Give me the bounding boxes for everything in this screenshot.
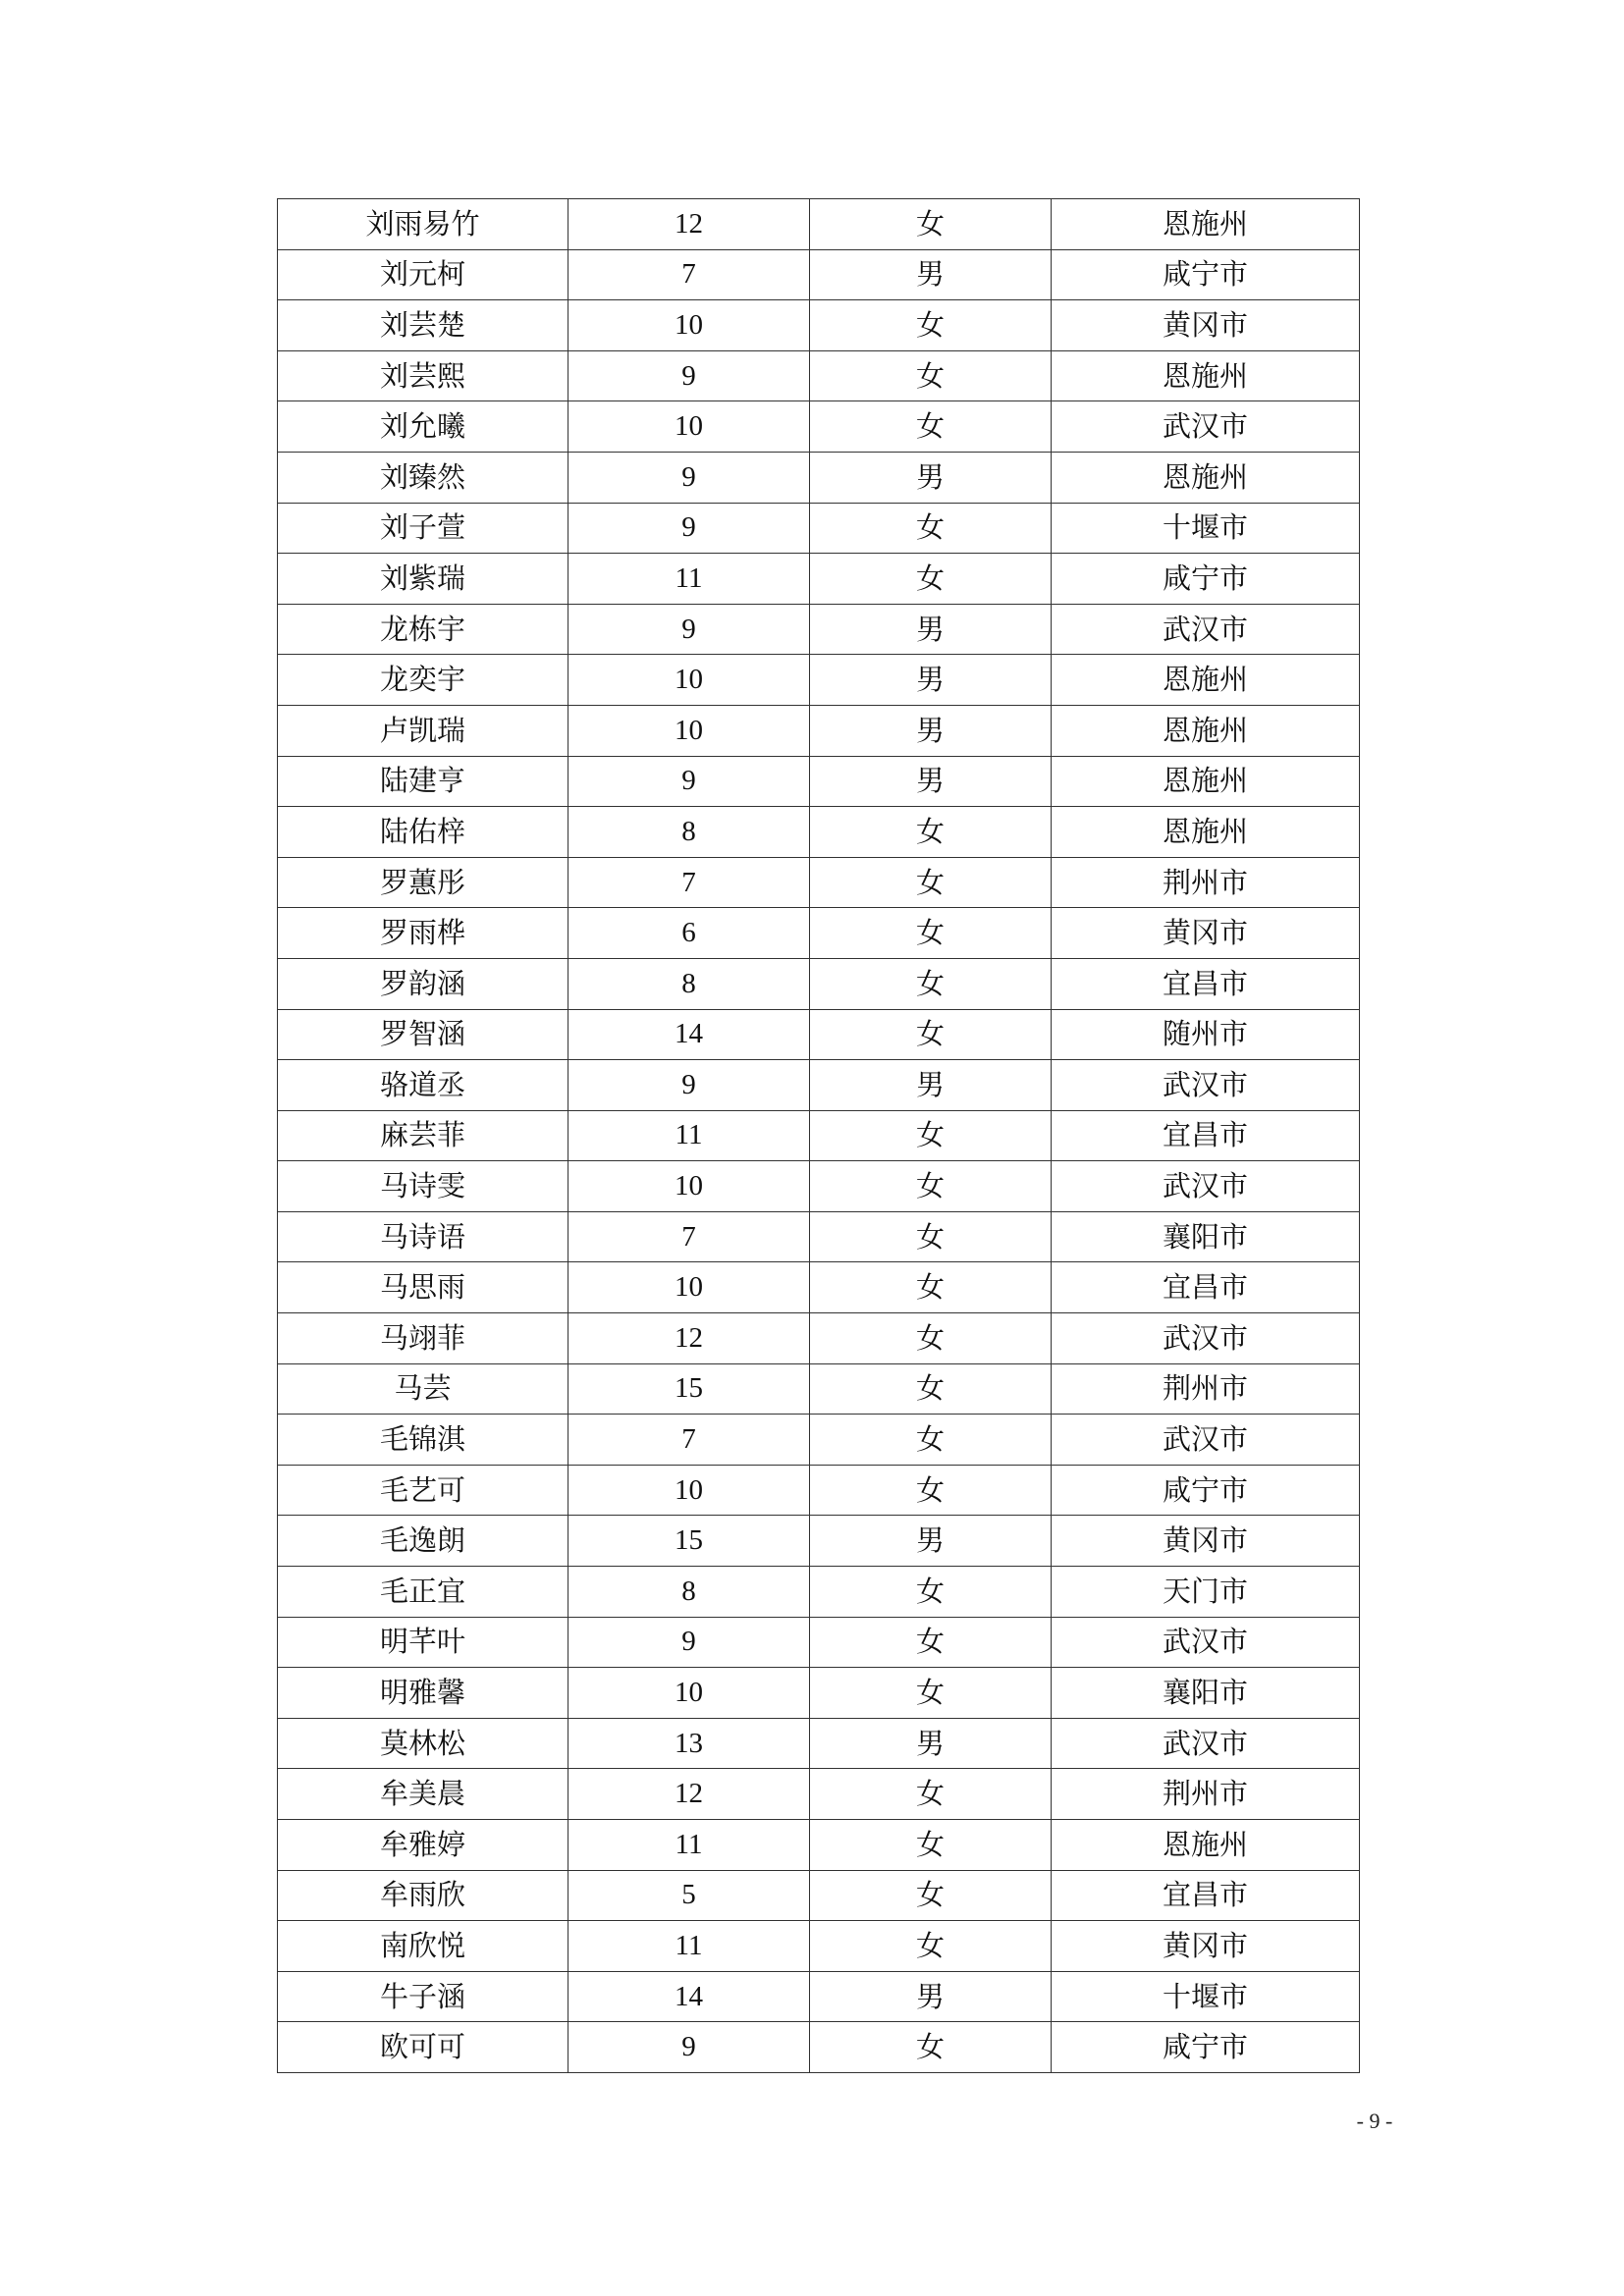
cell-gender: 女	[810, 1262, 1052, 1313]
cell-age: 7	[568, 857, 810, 908]
cell-name: 骆道丞	[278, 1060, 568, 1111]
cell-gender: 女	[810, 1465, 1052, 1516]
cell-gender: 女	[810, 350, 1052, 401]
cell-age: 14	[568, 1971, 810, 2022]
cell-age: 11	[568, 1921, 810, 1972]
cell-gender: 女	[810, 1110, 1052, 1161]
cell-region: 襄阳市	[1052, 1668, 1360, 1719]
cell-gender: 女	[810, 857, 1052, 908]
cell-gender: 女	[810, 1668, 1052, 1719]
table-row	[278, 908, 1360, 959]
cell-name: 莫林松	[278, 1718, 568, 1769]
cell-gender: 女	[810, 503, 1052, 554]
cell-age: 5	[568, 1870, 810, 1921]
cell-region: 黄冈市	[1052, 1921, 1360, 1972]
table-row	[278, 1617, 1360, 1668]
cell-age: 11	[568, 1110, 810, 1161]
cell-name: 牛子涵	[278, 1971, 568, 2022]
cell-region: 黄冈市	[1052, 1516, 1360, 1567]
cell-region: 恩施州	[1052, 807, 1360, 858]
cell-name: 明雅馨	[278, 1668, 568, 1719]
table-row	[278, 1668, 1360, 1719]
cell-gender: 男	[810, 655, 1052, 706]
cell-gender: 男	[810, 452, 1052, 503]
cell-region: 恩施州	[1052, 452, 1360, 503]
cell-age: 9	[568, 2022, 810, 2073]
cell-region: 咸宁市	[1052, 554, 1360, 605]
cell-region: 宜昌市	[1052, 958, 1360, 1009]
cell-name: 毛锦淇	[278, 1415, 568, 1466]
cell-age: 10	[568, 401, 810, 453]
cell-name: 罗雨桦	[278, 908, 568, 959]
cell-name: 陆建亨	[278, 756, 568, 807]
table-row	[278, 1363, 1360, 1415]
cell-gender: 女	[810, 1769, 1052, 1820]
cell-gender: 女	[810, 1820, 1052, 1871]
cell-name: 马芸	[278, 1363, 568, 1415]
cell-gender: 女	[810, 554, 1052, 605]
cell-name: 罗蕙彤	[278, 857, 568, 908]
cell-region: 随州市	[1052, 1009, 1360, 1060]
table-row	[278, 1415, 1360, 1466]
table-row	[278, 2022, 1360, 2073]
participant-table-body	[278, 199, 1360, 2073]
table-row	[278, 604, 1360, 655]
table-row	[278, 1769, 1360, 1820]
cell-gender: 男	[810, 1718, 1052, 1769]
table-row	[278, 1567, 1360, 1618]
cell-region: 武汉市	[1052, 401, 1360, 453]
cell-name: 毛逸朗	[278, 1516, 568, 1567]
cell-gender: 女	[810, 807, 1052, 858]
cell-region: 恩施州	[1052, 655, 1360, 706]
cell-age: 13	[568, 1718, 810, 1769]
cell-name: 牟雅婷	[278, 1820, 568, 1871]
cell-name: 明芊叶	[278, 1617, 568, 1668]
table-row	[278, 1465, 1360, 1516]
table-row	[278, 705, 1360, 756]
cell-age: 9	[568, 756, 810, 807]
cell-age: 10	[568, 1465, 810, 1516]
cell-age: 7	[568, 249, 810, 300]
table-row	[278, 857, 1360, 908]
cell-gender: 女	[810, 1921, 1052, 1972]
cell-name: 马诗语	[278, 1211, 568, 1262]
cell-gender: 女	[810, 1009, 1052, 1060]
cell-region: 天门市	[1052, 1567, 1360, 1618]
cell-name: 南欣悦	[278, 1921, 568, 1972]
table-row	[278, 807, 1360, 858]
cell-gender: 女	[810, 199, 1052, 250]
cell-gender: 女	[810, 1161, 1052, 1212]
cell-name: 陆佑梓	[278, 807, 568, 858]
cell-name: 卢凯瑞	[278, 705, 568, 756]
cell-name: 刘元柯	[278, 249, 568, 300]
table-row	[278, 554, 1360, 605]
cell-region: 武汉市	[1052, 604, 1360, 655]
table-row	[278, 1971, 1360, 2022]
cell-gender: 女	[810, 1363, 1052, 1415]
cell-gender: 男	[810, 249, 1052, 300]
cell-age: 11	[568, 1820, 810, 1871]
cell-name: 马思雨	[278, 1262, 568, 1313]
cell-region: 咸宁市	[1052, 249, 1360, 300]
cell-age: 9	[568, 1617, 810, 1668]
cell-age: 9	[568, 452, 810, 503]
table-row	[278, 350, 1360, 401]
cell-age: 15	[568, 1363, 810, 1415]
cell-gender: 女	[810, 300, 1052, 351]
cell-name: 刘紫瑞	[278, 554, 568, 605]
cell-gender: 女	[810, 2022, 1052, 2073]
cell-age: 11	[568, 554, 810, 605]
cell-gender: 女	[810, 1211, 1052, 1262]
table-row	[278, 756, 1360, 807]
table-row	[278, 401, 1360, 453]
cell-age: 12	[568, 199, 810, 250]
cell-region: 武汉市	[1052, 1161, 1360, 1212]
cell-name: 刘允曦	[278, 401, 568, 453]
cell-gender: 女	[810, 1567, 1052, 1618]
cell-gender: 女	[810, 401, 1052, 453]
cell-age: 6	[568, 908, 810, 959]
table-row	[278, 655, 1360, 706]
cell-gender: 女	[810, 908, 1052, 959]
cell-name: 刘臻然	[278, 452, 568, 503]
cell-gender: 男	[810, 705, 1052, 756]
cell-gender: 女	[810, 1617, 1052, 1668]
table-row	[278, 503, 1360, 554]
cell-name: 罗智涵	[278, 1009, 568, 1060]
table-row	[278, 1820, 1360, 1871]
cell-region: 武汉市	[1052, 1718, 1360, 1769]
table-row	[278, 1211, 1360, 1262]
cell-gender: 男	[810, 1060, 1052, 1111]
table-row	[278, 452, 1360, 503]
cell-region: 武汉市	[1052, 1415, 1360, 1466]
cell-age: 15	[568, 1516, 810, 1567]
table-row	[278, 958, 1360, 1009]
cell-region: 荆州市	[1052, 857, 1360, 908]
cell-age: 10	[568, 705, 810, 756]
cell-age: 8	[568, 958, 810, 1009]
cell-gender: 女	[810, 958, 1052, 1009]
cell-region: 咸宁市	[1052, 2022, 1360, 2073]
cell-region: 咸宁市	[1052, 1465, 1360, 1516]
cell-gender: 女	[810, 1415, 1052, 1466]
cell-age: 9	[568, 604, 810, 655]
cell-region: 黄冈市	[1052, 300, 1360, 351]
cell-gender: 男	[810, 756, 1052, 807]
cell-gender: 女	[810, 1313, 1052, 1364]
cell-gender: 女	[810, 1870, 1052, 1921]
table-row	[278, 1110, 1360, 1161]
cell-region: 恩施州	[1052, 1820, 1360, 1871]
cell-age: 9	[568, 350, 810, 401]
cell-gender: 男	[810, 604, 1052, 655]
table-row	[278, 1718, 1360, 1769]
cell-region: 恩施州	[1052, 705, 1360, 756]
cell-name: 欧可可	[278, 2022, 568, 2073]
cell-region: 荆州市	[1052, 1769, 1360, 1820]
cell-region: 荆州市	[1052, 1363, 1360, 1415]
cell-region: 宜昌市	[1052, 1110, 1360, 1161]
cell-region: 黄冈市	[1052, 908, 1360, 959]
table-row	[278, 1921, 1360, 1972]
cell-age: 7	[568, 1211, 810, 1262]
cell-age: 12	[568, 1313, 810, 1364]
cell-age: 7	[568, 1415, 810, 1466]
cell-name: 牟美晨	[278, 1769, 568, 1820]
cell-name: 龙栋宇	[278, 604, 568, 655]
cell-name: 刘子萱	[278, 503, 568, 554]
cell-age: 10	[568, 1262, 810, 1313]
table-row	[278, 1009, 1360, 1060]
table-row	[278, 1516, 1360, 1567]
cell-region: 宜昌市	[1052, 1870, 1360, 1921]
cell-region: 十堰市	[1052, 1971, 1360, 2022]
cell-name: 麻芸菲	[278, 1110, 568, 1161]
cell-age: 9	[568, 1060, 810, 1111]
cell-age: 9	[568, 503, 810, 554]
cell-age: 10	[568, 300, 810, 351]
cell-region: 襄阳市	[1052, 1211, 1360, 1262]
cell-gender: 男	[810, 1971, 1052, 2022]
cell-name: 毛艺可	[278, 1465, 568, 1516]
cell-name: 马翊菲	[278, 1313, 568, 1364]
cell-region: 恩施州	[1052, 199, 1360, 250]
page-number: - 9 -	[1356, 2109, 1393, 2133]
table-row	[278, 249, 1360, 300]
cell-name: 刘雨易竹	[278, 199, 568, 250]
cell-name: 马诗雯	[278, 1161, 568, 1212]
cell-region: 恩施州	[1052, 350, 1360, 401]
cell-age: 10	[568, 1161, 810, 1212]
cell-age: 8	[568, 1567, 810, 1618]
cell-region: 十堰市	[1052, 503, 1360, 554]
participant-table	[277, 198, 1360, 2073]
cell-name: 龙奕宇	[278, 655, 568, 706]
cell-age: 10	[568, 1668, 810, 1719]
cell-region: 宜昌市	[1052, 1262, 1360, 1313]
cell-name: 毛正宜	[278, 1567, 568, 1618]
cell-name: 刘芸熙	[278, 350, 568, 401]
cell-region: 武汉市	[1052, 1313, 1360, 1364]
table-row	[278, 1870, 1360, 1921]
cell-age: 10	[568, 655, 810, 706]
table-row	[278, 1262, 1360, 1313]
cell-region: 武汉市	[1052, 1060, 1360, 1111]
cell-age: 14	[568, 1009, 810, 1060]
table-row	[278, 1161, 1360, 1212]
cell-name: 罗韵涵	[278, 958, 568, 1009]
table-row	[278, 300, 1360, 351]
cell-gender: 男	[810, 1516, 1052, 1567]
cell-region: 武汉市	[1052, 1617, 1360, 1668]
cell-age: 12	[568, 1769, 810, 1820]
cell-name: 牟雨欣	[278, 1870, 568, 1921]
table-row	[278, 199, 1360, 250]
cell-name: 刘芸楚	[278, 300, 568, 351]
cell-region: 恩施州	[1052, 756, 1360, 807]
table-row	[278, 1313, 1360, 1364]
cell-age: 8	[568, 807, 810, 858]
table-row	[278, 1060, 1360, 1111]
